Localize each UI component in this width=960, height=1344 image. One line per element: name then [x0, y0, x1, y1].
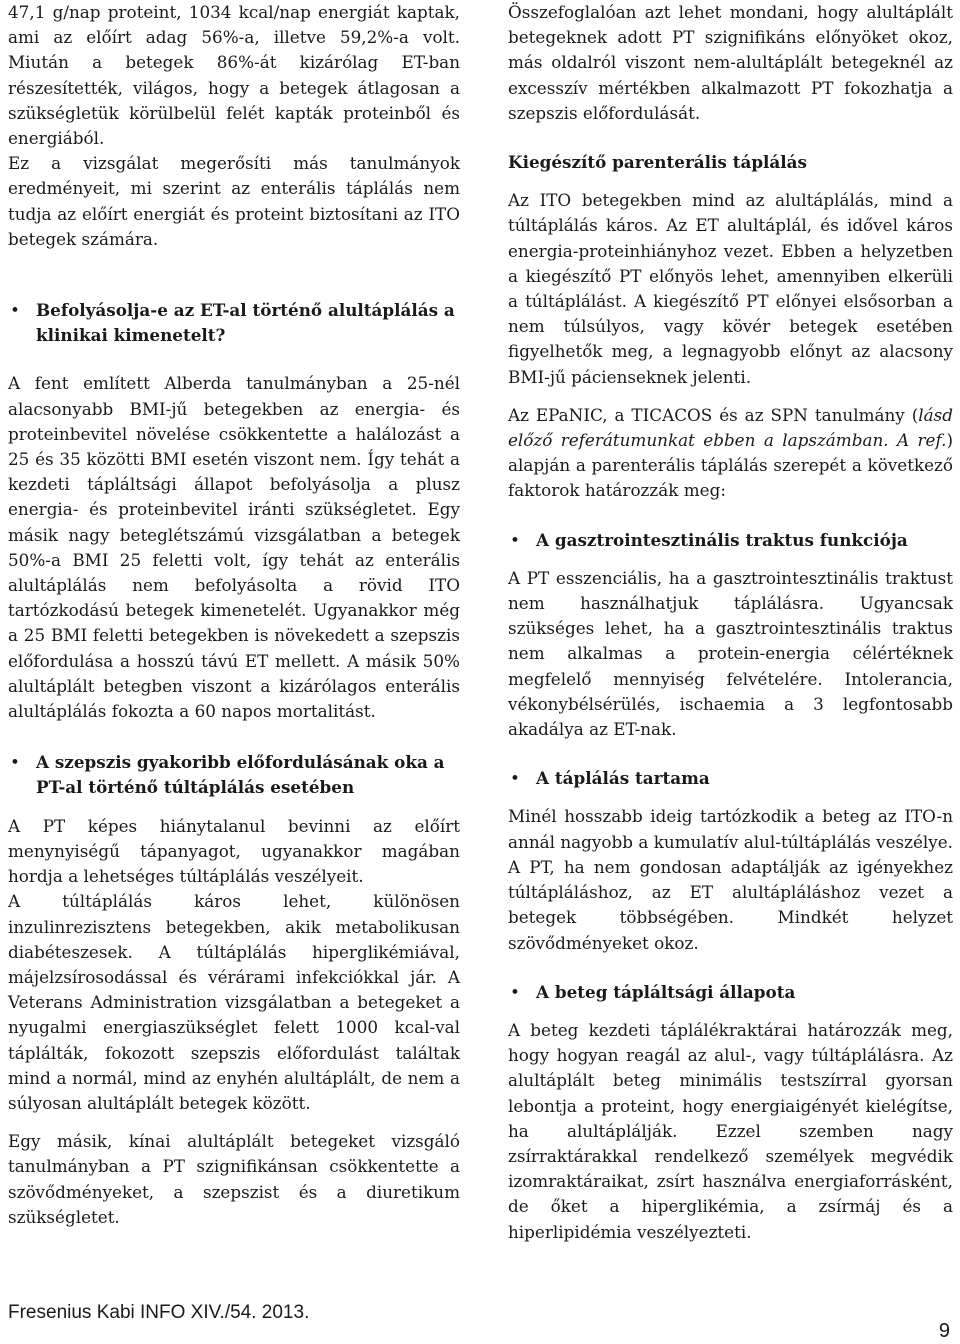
section-heading: • Befolyásolja-e az ET-al történő alultáplálás a klinikai kimenetelt?: [10, 300, 455, 346]
bullet-icon: •: [10, 300, 20, 321]
bullet-icon: •: [10, 752, 20, 773]
paragraph: Az EPaNIC, a TICACOS és az SPN tanulmány (lásd előző referátumunkat ebben a lapszámban. A ref.) alapján a parenterális táplálás szerepét a következő faktorok határozzák meg:: [508, 404, 953, 501]
section-heading: • A gasztrointesztinális traktus funkciója: [508, 528, 953, 553]
bullet-icon: •: [510, 981, 520, 1002]
paragraph: Minél hosszabb ideig tartózkodik a beteg az ITO-n annál nagyobb a kumulatív alul-túltáplálás veszélye. A PT, ha nem gondosan adaptálják az igényekhez túltápláláshoz, az ET alultápláláshoz vezet a betegek többségében. Mindkét helyzet szövődményeket okoz.: [508, 806, 953, 953]
bullet-icon: •: [510, 529, 520, 550]
paragraph: A fent említett Alberda tanulmányban a 25-nél alacsonyabb BMI-jű betegekben az energia- és proteinbevitel növelése csökkentette a halálozást a 25 és 35 közötti BMI esetén viszont nem. Így tehát a kezdeti tápláltsági állapot befolyásolja a plusz energia- és proteinbevitel iránti szükségletet. Egy másik nagy beteglétszámú vizsgálatban a betegek 50%-a BMI 25 feletti volt, így tehát az enterális alultáplálás nem befolyásolta a rövid ITO tartózkodású betegek kimenetelét. Ugyanakkor még a 25 BMI feletti betegekben is növekedett a szepszis előfordulása a hosszú távú ET mellett. A másik 50% alultáplált betegben viszont a kizárólagos enterális alultáplálás fokozta a 60 napos mortalitást.: [8, 373, 460, 722]
bullet-icon: •: [510, 768, 520, 789]
paragraph: Egy másik, kínai alultáplált betegeket vizsgáló tanulmányban a PT szignifikánsan csökkentette a szövődményeket, a szepszist és a diuretikum szükségletet.: [8, 1131, 460, 1227]
section-heading: • A táplálás tartama: [508, 766, 953, 791]
right-column: [508, 0, 953, 1245]
paragraph: A beteg kezdeti táplálékraktárai határozzák meg, hogy hogyan reagál az alul-, vagy túltáplálásra. Az alultáplált beteg minimális testszírral gyorsan lebontja a proteint, hogy energiaigényét kielégítse, ha alultáplálják. Ezzel szemben nagy zsírraktárakkal rendelkező személyek megvédik izomraktáraikat, zsírt használva energiaforrásként, de őket a hiperglikémia, a zsírmáj és a hiperlipidémia veszélyezteti.: [508, 1019, 953, 1242]
section-heading: Kiegészítő parenterális táplálás: [508, 152, 807, 173]
left-column: [8, 0, 460, 1230]
paragraph: 47,1 g/nap proteint, 1034 kcal/nap energiát kaptak, ami az előírt adag 56%-a, illetve 59,2%-a volt. Miután a betegek 86%-át kizárólag ET-ban részesítették, világos, hogy a betegek átlagosan a szükségletük körülbelül felét kapták proteinből és energiából.: [8, 2, 460, 149]
paragraph: A túltáplálás káros lehet, különösen inzulinrezisztens betegekben, akik metabolikusan diabéteszesek. A túltáplálás hiperglikémiával, májelzsírosodással és vérárami infekciókkal jár. A Veterans Administration vizsgálatban a betegeket a nyugalmi energiaszükséglet felett 1000 kcal-val táplálták, fokozott szepszis előfordulást találtak mind a normál, mind az enyhén alultáplált, de nem a súlyosan alultáplált betegek között.: [8, 891, 460, 1113]
page-number: 9: [938, 1320, 950, 1342]
section-heading: • A szepszis gyakoribb előfordulásának oka a PT-al történő túltáplálás esetében: [10, 752, 445, 798]
journal-footer: Fresenius Kabi INFO XIV./54. 2013.: [8, 1302, 310, 1323]
paragraph: Ez a vizsgálat megerősíti más tanulmányok eredményeit, mi szerint az enterális táplálás nem tudja az előírt energiát és proteint biztosítani az ITO betegek számára.: [8, 153, 460, 249]
paragraph: A PT esszenciális, ha a gasztrointesztinális traktust nem használhatjuk táplálásra. Ugyancsak szükséges lehet, ha a gasztrointesztinális traktus nem alkalmas a protein-energia célértéknek megfelelő mennyiség felvételére. Intolerancia, vékonybélsérülés, ischaemia a 3 legfontosabb akadálya az ET-nak.: [508, 567, 953, 740]
paragraph: A PT képes hiánytalanul bevinni az előírt menynyiségű tápanyagot, ugyanakkor magában hordja a lehetséges túltáplálás veszélyeit.: [8, 815, 460, 887]
reference-note: lásd előző referátumunkat ebben a lapszámban. A ref.: [508, 404, 953, 451]
paragraph: Összefoglalóan azt lehet mondani, hogy alultáplált betegeknek adott PT szignifikáns előnyöket okoz, más oldalról viszont nem-alultáplált betegeknél az excesszív mértékben alkalmazott PT fokozhatja a szepszis előfordulását.: [508, 2, 953, 123]
paragraph: Az ITO betegekben mind az alultáplálás, mind a túltáplálás káros. Az ET alultáplál, és idővel káros energia-proteinhiányhoz vezet. Ebben a helyzetben a kiegészítő PT előnyös lehet, amennyiben elkerüli a túltáplálást. A kiegészítő PT előnyei elsősorban a nem túlsúlyos, vagy kövér betegek esetében figyelhetők meg, a legnagyobb előnyt az alacsony BMI-jű pácienseknek jelenti.: [508, 190, 953, 387]
section-heading: • A beteg tápláltsági állapota: [508, 980, 953, 1005]
